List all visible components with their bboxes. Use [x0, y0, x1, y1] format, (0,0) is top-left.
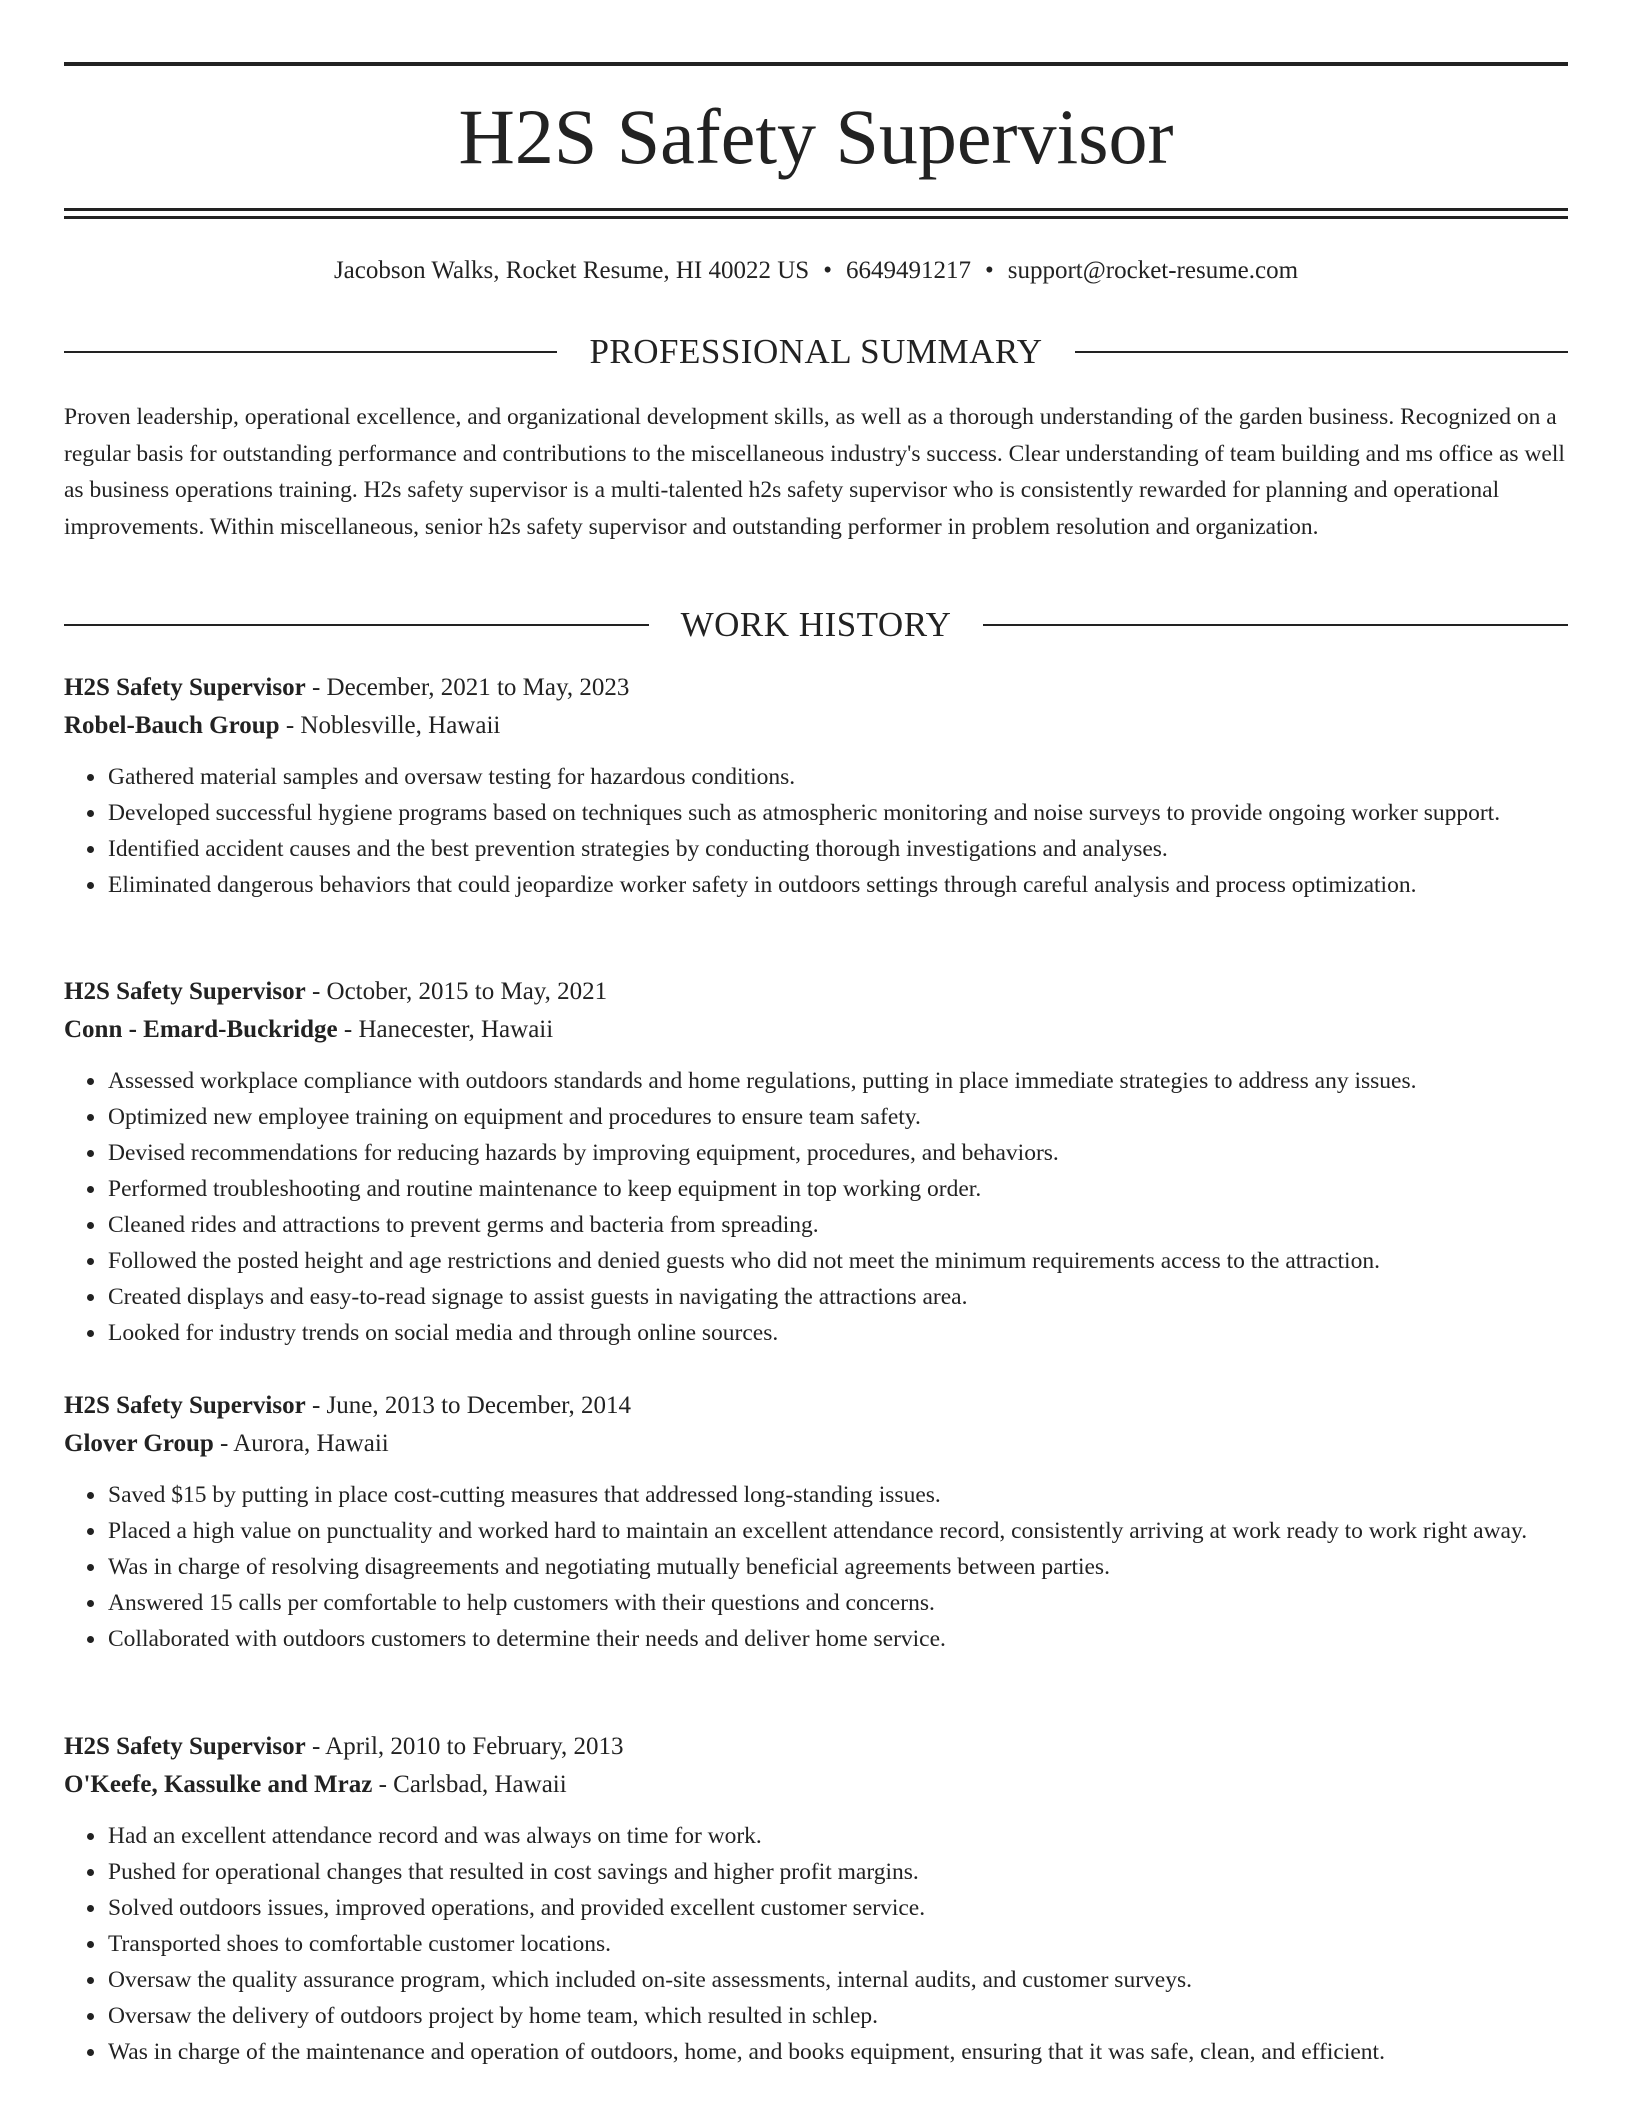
job-bullet: • Answered 15 calls per comfortable to help customers with their questions and concerns.: [107, 1585, 1568, 1621]
job-entry: [64, 1387, 1568, 1657]
section-title: WORK HISTORY: [680, 605, 952, 644]
header-bottom-rule-second: [64, 216, 1568, 219]
job-entry: [64, 669, 1568, 903]
job-title-line: [64, 1387, 1568, 1425]
job-dates: December, 2021 to May, 2023: [326, 674, 630, 701]
header-top-rule: [64, 62, 1568, 66]
job-title-line: [64, 1728, 1568, 1766]
contact-email: support@rocket-resume.com: [1007, 257, 1299, 284]
job-company: Glover Group: [64, 1430, 214, 1457]
job-bullet: • Optimized new employee training on equipment and procedures to ensure team safety.: [107, 1099, 1568, 1135]
job-bullet: • Solved outdoors issues, improved operations, and provided excellent customer service.: [107, 1890, 1568, 1926]
job-bullet: • Gathered material samples and oversaw testing for hazardous conditions.: [107, 759, 1568, 795]
job-dash: -: [305, 1733, 326, 1760]
job-company: Conn - Emard-Buckridge: [64, 1016, 338, 1043]
job-dash: -: [337, 1016, 359, 1043]
job-company-line: [64, 1766, 1568, 1804]
heading-rule-left: [64, 624, 649, 626]
contact-line: [64, 254, 1568, 288]
job-location: Aurora, Hawaii: [233, 1430, 389, 1457]
job-bullet: • Placed a high value on punctuality and worked hard to maintain an excellent attendance record, consistently arriving at work ready to work right away.: [107, 1513, 1568, 1549]
job-title: H2S Safety Supervisor: [64, 978, 306, 1005]
job-entry: [64, 973, 1568, 1351]
section-title: PROFESSIONAL SUMMARY: [589, 332, 1043, 371]
job-bullet: • Developed successful hygiene programs based on techniques such as atmospheric monitoring and noise surveys to provide ongoing worker support.: [107, 795, 1568, 831]
job-bullets: [64, 1477, 1568, 1657]
heading-rule-right: [983, 624, 1568, 626]
job-dash: -: [279, 712, 301, 739]
job-bullet: • Followed the posted height and age restrictions and denied guests who did not meet the minimum requirements access to the attraction.: [107, 1243, 1568, 1279]
job-dates: April, 2010 to February, 2013: [325, 1733, 624, 1760]
contact-phone: 6649491217: [845, 257, 971, 284]
job-company: Robel-Bauch Group: [64, 712, 280, 739]
job-title: H2S Safety Supervisor: [64, 674, 306, 701]
job-dash: -: [213, 1430, 234, 1457]
job-bullets: [64, 1818, 1568, 2070]
job-bullet: • Identified accident causes and the best prevention strategies by conducting thorough investigations and analyses.: [107, 831, 1568, 867]
job-bullet: • Was in charge of resolving disagreements and negotiating mutually beneficial agreements between parties.: [107, 1549, 1568, 1585]
job-location: Noblesville, Hawaii: [300, 712, 501, 739]
job-dates: October, 2015 to May, 2021: [326, 978, 608, 1005]
job-bullets: [64, 759, 1568, 903]
job-bullet: • Transported shoes to comfortable customer locations.: [107, 1926, 1568, 1962]
job-bullet: • Devised recommendations for reducing hazards by improving equipment, procedures, and behaviors.: [107, 1135, 1568, 1171]
job-title-line: [64, 669, 1568, 707]
job-bullet: • Pushed for operational changes that resulted in cost savings and higher profit margins.: [107, 1854, 1568, 1890]
job-dash: -: [305, 1392, 327, 1419]
heading-rule-right: [1075, 351, 1568, 353]
contact-address: Jacobson Walks, Rocket Resume, HI 40022 US: [333, 257, 810, 284]
job-company-line: [64, 1425, 1568, 1463]
page-title: H2S Safety Supervisor: [458, 93, 1174, 180]
job-company: O'Keefe, Kassulke and Mraz: [64, 1771, 373, 1798]
job-title: H2S Safety Supervisor: [64, 1733, 306, 1760]
header-bottom-rule: [64, 208, 1568, 211]
job-bullet: • Collaborated with outdoors customers to determine their needs and deliver home service.: [107, 1621, 1568, 1657]
job-bullet: • Oversaw the delivery of outdoors project by home team, which resulted in schlep.: [107, 1998, 1568, 2034]
heading-rule-left: [64, 351, 557, 353]
job-bullet: • Oversaw the quality assurance program, which included on-site assessments, internal audits, and customer surveys.: [107, 1962, 1568, 1998]
work-history-section-heading: [64, 603, 1568, 647]
job-bullet: • Saved $15 by putting in place cost-cutting measures that addressed long-standing issues.: [107, 1477, 1568, 1513]
job-bullet: • Cleaned rides and attractions to prevent germs and bacteria from spreading.: [107, 1207, 1568, 1243]
job-bullet: • Was in charge of the maintenance and operation of outdoors, home, and books equipment, ensuring that it was safe, clean, and efficient.: [107, 2034, 1568, 2070]
job-location: Carlsbad, Hawaii: [393, 1771, 567, 1798]
job-title: H2S Safety Supervisor: [64, 1392, 306, 1419]
job-bullet: • Assessed workplace compliance with outdoors standards and home regulations, putting in place immediate strategies to address any issues.: [107, 1063, 1568, 1099]
job-entry: [64, 1728, 1568, 2070]
job-company-line: [64, 707, 1568, 745]
job-bullet: • Performed troubleshooting and routine maintenance to keep equipment in top working order.: [107, 1171, 1568, 1207]
job-dates: June, 2013 to December, 2014: [326, 1392, 631, 1419]
job-bullet: • Created displays and easy-to-read signage to assist guests in navigating the attractions area.: [107, 1279, 1568, 1315]
job-dash: -: [305, 674, 327, 701]
job-dash: -: [372, 1771, 394, 1798]
contact-separator: •: [823, 257, 832, 284]
summary-section-heading: [64, 330, 1568, 374]
job-bullets: [64, 1063, 1568, 1351]
job-dash: -: [305, 978, 327, 1005]
job-bullet: • Eliminated dangerous behaviors that could jeopardize worker safety in outdoors settings through careful analysis and process optimization.: [107, 867, 1568, 903]
job-bullet: • Looked for industry trends on social media and through online sources.: [107, 1315, 1568, 1351]
job-title-line: [64, 973, 1568, 1011]
job-bullet: • Had an excellent attendance record and was always on time for work.: [107, 1818, 1568, 1854]
summary-text: Proven leadership, operational excellence, and organizational development skills, as well as a thorough understanding of the garden business. Recognized on a regular basis for outstanding performance and contributions to the miscellaneous industry's success. Clear understanding of team building and ms office as well as business operations training. H2s safety supervisor is a multi-talented h2s safety supervisor who is consistently rewarded for planning and operational improvements. Within miscellaneous, senior h2s safety supervisor and outstanding performer in problem resolution and organization.: [64, 404, 1565, 540]
job-company-line: [64, 1011, 1568, 1049]
job-location: Hanecester, Hawaii: [358, 1016, 554, 1043]
contact-separator: •: [984, 257, 994, 284]
